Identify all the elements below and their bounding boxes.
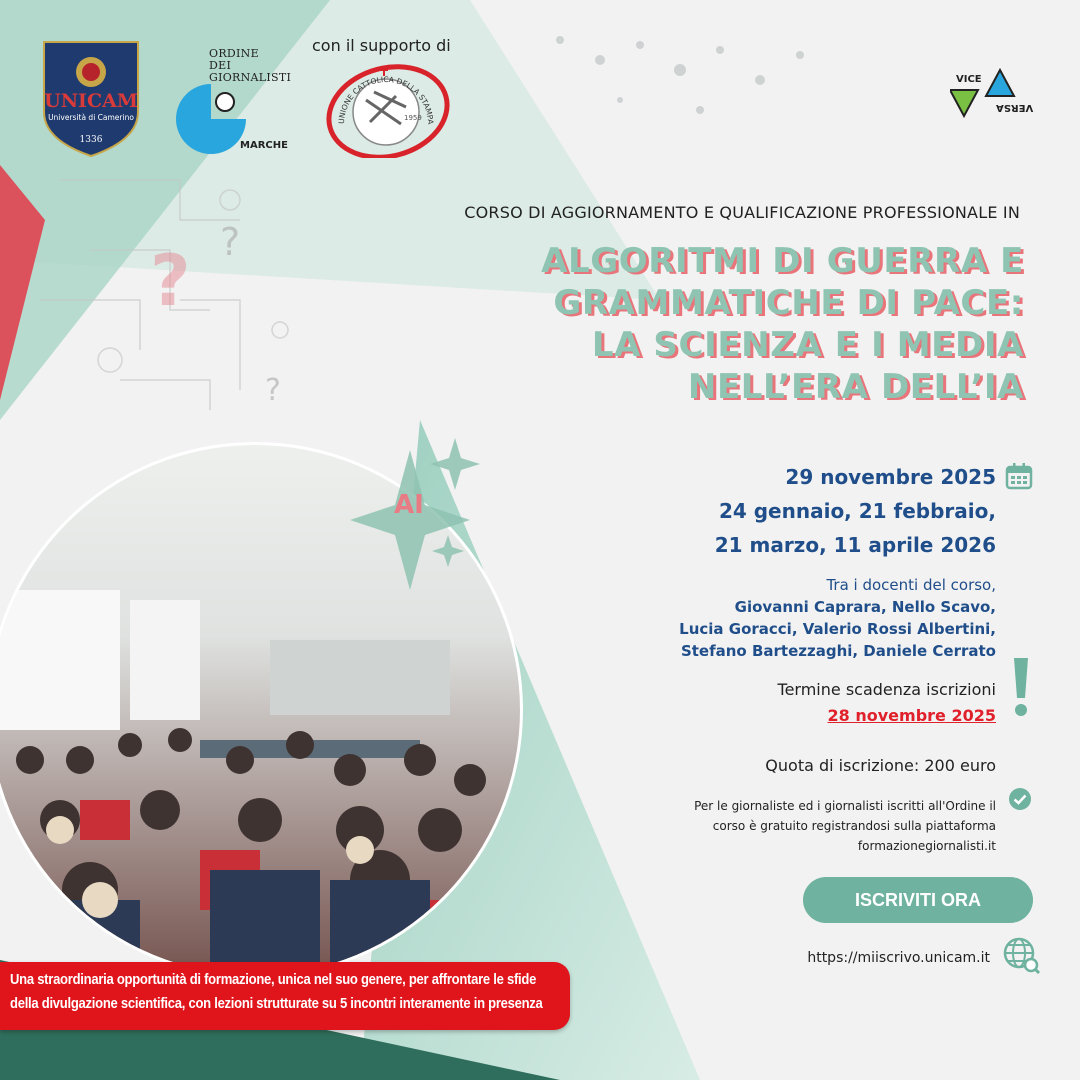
- teachers-line-1: Giovanni Caprara, Nello Scavo,: [734, 598, 996, 616]
- viceversa-top: VICE: [956, 74, 982, 85]
- svg-text:?: ?: [150, 240, 191, 322]
- teachers-line-2: Lucia Goracci, Valerio Rossi Albertini,: [679, 620, 996, 638]
- deadline-label: Termine scadenza iscrizioni: [777, 680, 996, 699]
- title-line-2: GRAMMATICHE DI PACE:: [553, 283, 1024, 323]
- unicam-year: 1336: [79, 135, 103, 145]
- date-line-2: 24 gennaio, 21 febbraio,: [718, 499, 996, 523]
- banner-text: [10, 968, 543, 1016]
- unicam-subtitle: Università di Camerino: [48, 113, 134, 122]
- registration-fee: Quota di iscrizione: 200 euro: [765, 756, 996, 775]
- support-label: con il supporto di: [312, 36, 451, 55]
- promo-banner: [0, 962, 570, 1030]
- register-now-button[interactable]: ISCRIVITI ORA: [803, 877, 1033, 923]
- teachers-line-3: Stefano Bartezzaghi, Daniele Cerrato: [680, 642, 996, 660]
- teachers-intro: Tra i docenti del corso,: [826, 576, 996, 594]
- unicam-logo: [42, 40, 140, 158]
- svg-text:UNIONE CATTOLICA DELLA STAMPA: UNIONE CATTOLICA DELLA STAMPA: [336, 74, 436, 125]
- viceversa-logo: [950, 66, 1034, 122]
- teachers-block: [679, 574, 996, 662]
- ucsi-logo: [326, 62, 456, 158]
- title-line-4: NELL’ERA DELL’IA: [687, 367, 1024, 407]
- banner-line-2: della divulgazione scientifica, con lezioni strutturate su 5 incontri interamente in presenza: [10, 996, 543, 1012]
- ordine-line-2: DEI: [209, 59, 232, 72]
- exclamation-icon: [1010, 656, 1032, 718]
- ordine-line-3: GIORNALISTI: [209, 71, 292, 84]
- date-line-1: 29 novembre 2025: [785, 465, 996, 489]
- ai-badge: AI: [394, 490, 424, 520]
- title-line-1: ALGORITMI DI GUERRA E: [541, 241, 1024, 281]
- note-line-2: corso è gratuito registrandosi sulla piattaforma: [712, 819, 996, 833]
- globe-icon: [1002, 936, 1040, 974]
- svg-text:?: ?: [265, 373, 281, 408]
- calendar-icon: [1005, 462, 1033, 490]
- course-title: [541, 240, 1024, 408]
- course-dates: [715, 460, 996, 562]
- ordine-line-1: ORDINE: [209, 47, 259, 60]
- check-circle-icon: [1008, 787, 1032, 811]
- unicam-name: UNICAM: [44, 90, 138, 112]
- journalist-note: [694, 796, 996, 856]
- course-kicker: CORSO DI AGGIORNAMENTO E QUALIFICAZIONE PROFESSIONALE IN: [464, 203, 1020, 222]
- svg-text:?: ?: [220, 220, 241, 264]
- date-line-3: 21 marzo, 11 aprile 2026: [714, 533, 996, 557]
- ordine-giornalisti-logo: [176, 47, 292, 154]
- note-line-3: formazionegiornalisti.it: [857, 839, 996, 853]
- deadline-date: 28 novembre 2025: [827, 706, 996, 725]
- note-line-1: Per le giornaliste ed i giornalisti iscritti all'Ordine il: [694, 799, 996, 813]
- registration-url[interactable]: https://miiscrivo.unicam.it: [807, 950, 990, 966]
- title-line-3: LA SCIENZA E I MEDIA: [591, 325, 1024, 365]
- svg-text:1959: 1959: [404, 114, 422, 122]
- viceversa-bottom: VERSA: [996, 102, 1034, 113]
- ordine-region: MARCHE: [240, 140, 288, 151]
- banner-line-1: Una straordinaria opportunità di formazione, unica nel suo genere, per affrontare le sfide: [10, 972, 537, 988]
